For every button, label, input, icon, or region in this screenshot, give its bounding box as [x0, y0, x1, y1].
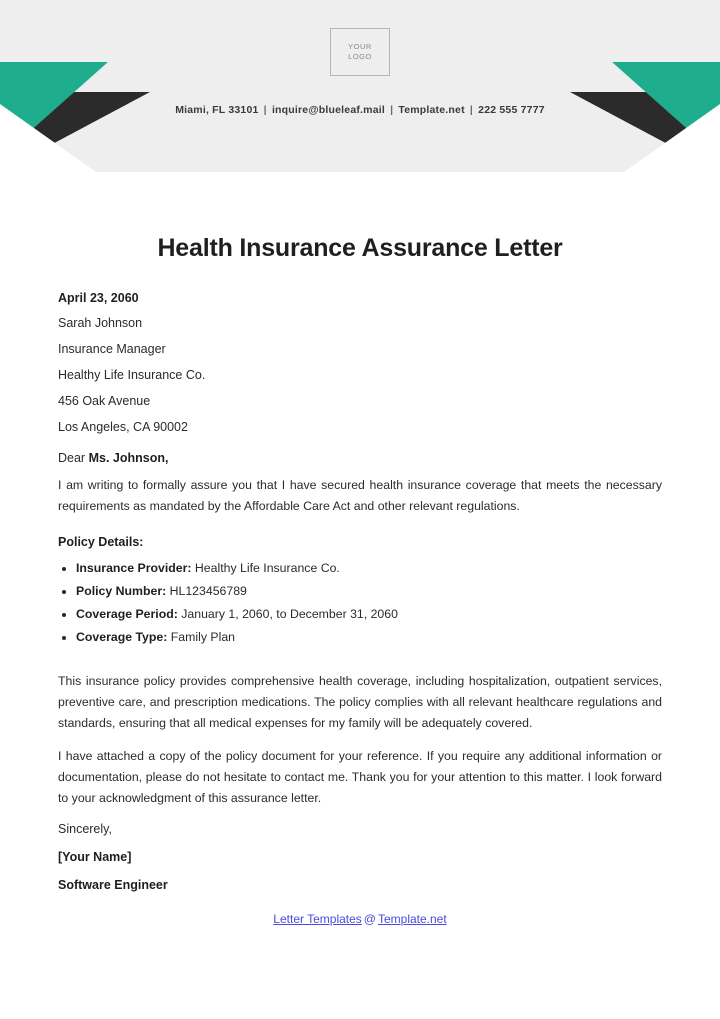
salutation	[58, 451, 662, 465]
contact-website: Template.net	[398, 104, 465, 116]
policy-details-list	[58, 557, 662, 649]
contact-address: Miami, FL 33101	[175, 104, 259, 116]
detail-label: Insurance Provider:	[76, 561, 192, 575]
logo-placeholder	[330, 28, 390, 76]
recipient-city: Los Angeles, CA 90002	[58, 420, 188, 434]
recipient-street: 456 Oak Avenue	[58, 394, 151, 408]
recipient-name: Sarah Johnson	[58, 316, 143, 330]
signature-title: Software Engineer	[58, 877, 168, 892]
contact-email: inquire@blueleaf.mail	[271, 104, 385, 116]
logo-line-1: YOUR	[348, 42, 372, 51]
contact-separator-1: |	[263, 104, 267, 116]
recipient-company: Healthy Life Insurance Co.	[58, 368, 206, 382]
signature-name: [Your Name]	[58, 849, 132, 864]
intro-paragraph: I am writing to formally assure you that I have secured health insurance coverage that meets the necessary requirements as mandated by the Affordable Care Act and other relevant regulations.	[58, 478, 662, 513]
policy-details-heading: Policy Details:	[58, 535, 144, 549]
contact-separator-3: |	[469, 104, 474, 116]
detail-value: Family Plan	[170, 630, 236, 644]
contact-info-line	[0, 104, 720, 116]
letter-date: April 23, 2060	[58, 291, 139, 305]
list-item	[76, 557, 662, 580]
body-paragraph-2: I have attached a copy of the policy document for your reference. If you require any additional information or documentation, please do not hesitate to contact me. Thank you for your attention to this matter. I look forward to your acknowledgment of this assurance letter.	[58, 749, 662, 806]
detail-value: January 1, 2060, to December 31, 2060	[181, 607, 398, 621]
detail-value: Healthy Life Insurance Co.	[194, 561, 340, 575]
letter-body	[0, 234, 720, 926]
list-item	[76, 626, 662, 649]
page-title: Health Insurance Assurance Letter	[157, 234, 563, 262]
detail-value: HL123456789	[169, 584, 247, 598]
body-paragraph-1: This insurance policy provides comprehensive health coverage, including hospitalization, outpatient services, preventive care, and prescription medications. The policy complies with all relevant healthcare regulations and standards, ensuring that all medical expenses for my family will be adequately covered.	[58, 674, 662, 730]
salutation-prefix: Dear	[58, 451, 89, 465]
letterhead-header	[0, 0, 720, 172]
recipient-role: Insurance Manager	[58, 342, 166, 356]
logo-line-2: LOGO	[348, 52, 372, 61]
contact-phone: 222 555 7777	[478, 104, 545, 116]
contact-separator-2: |	[390, 104, 394, 116]
list-item	[76, 580, 662, 603]
template-net-link[interactable]: Template.net	[377, 911, 447, 926]
footer-at-symbol: @	[363, 911, 376, 926]
footer-attribution	[58, 912, 662, 926]
detail-label: Coverage Type:	[76, 630, 168, 644]
detail-label: Coverage Period:	[76, 607, 178, 621]
closing-line: Sincerely,	[58, 821, 112, 836]
salutation-name: Ms. Johnson,	[88, 451, 169, 465]
list-item	[76, 603, 662, 626]
detail-label: Policy Number:	[76, 584, 167, 598]
letter-templates-link[interactable]: Letter Templates	[273, 911, 362, 926]
